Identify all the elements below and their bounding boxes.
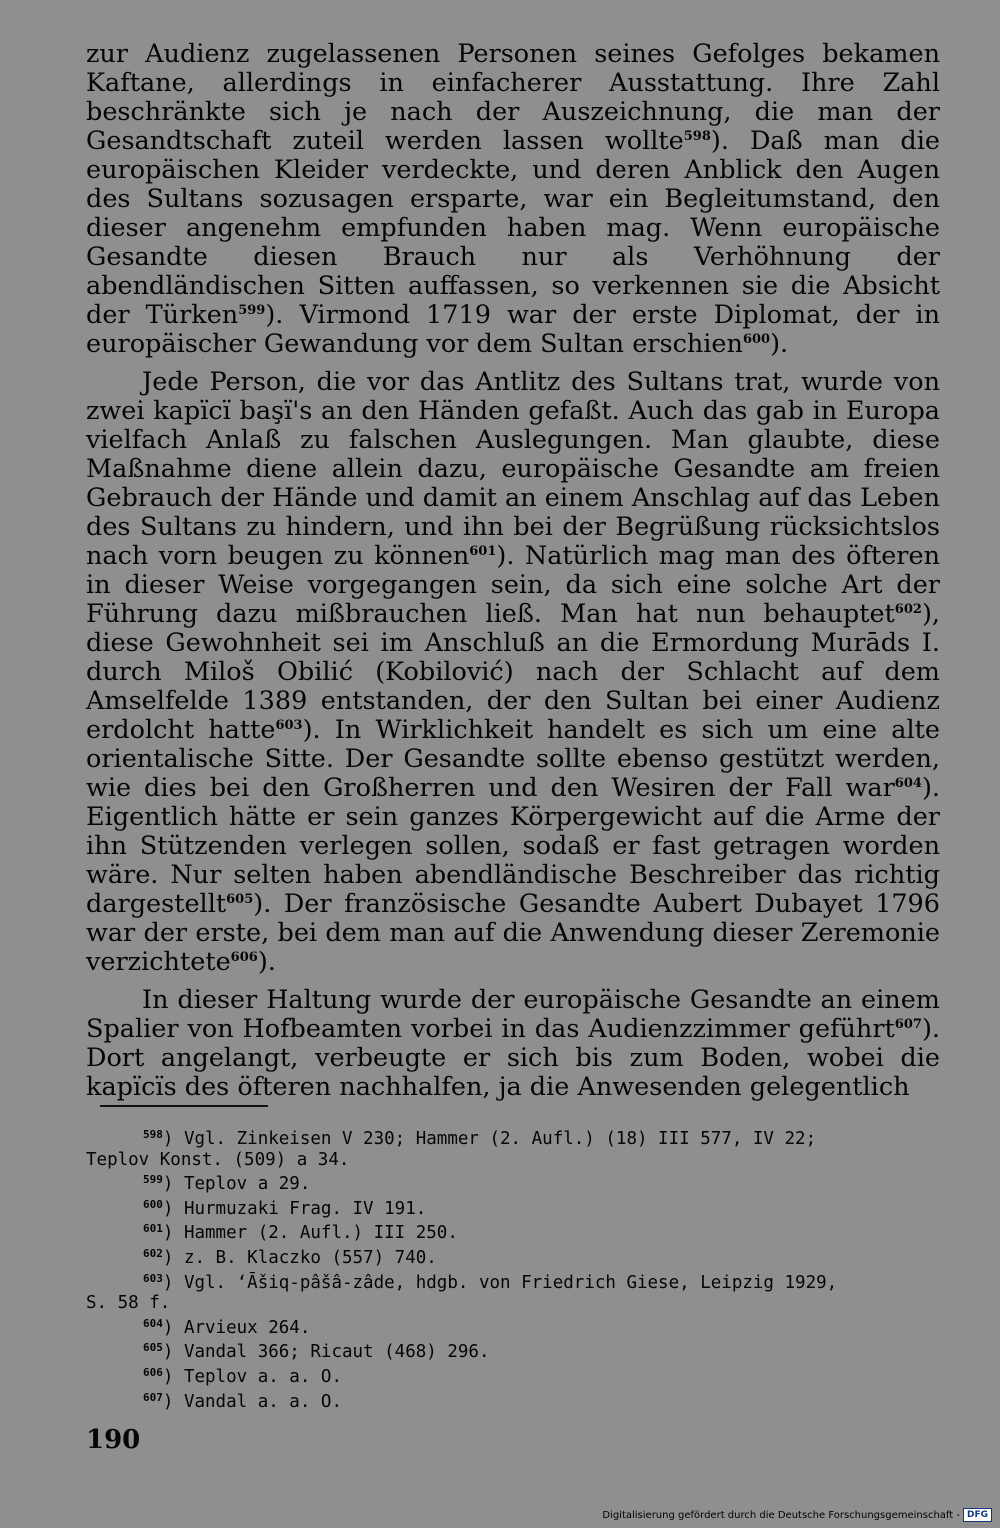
footnote-ref: 600 (742, 332, 771, 347)
page-number: 190 (86, 1425, 141, 1455)
footnote-text: ) Teplov a 29. (162, 1174, 311, 1195)
text-run: ). Daß man die europäischen Kleider verdeckte, und deren Anblick den Augen des Sultans sozusagen ersparte, war ein Begleitumstand, den dieser angenehm empfunden haben mag. Wenn europäische Gesandte diesen Brauch nur als Verhöhnung der abendländischen Sitten auffassen, so verkennen sie die Absicht der Türken (86, 126, 940, 330)
footnote-ref: 598 (683, 129, 711, 144)
footnote (86, 1269, 940, 1294)
footnotes (86, 1125, 940, 1412)
footnote-ref: 601 (469, 544, 497, 559)
footnote (86, 1219, 940, 1244)
paragraph (86, 368, 940, 977)
footnote-ref: 604 (894, 776, 922, 791)
footnote-ref: 607 (894, 1017, 922, 1032)
footnote-text: ) Vandal 366; Ricaut (468) 296. (162, 1342, 490, 1363)
footnote-text: ) Vandal a. a. O. (162, 1391, 342, 1412)
footnote-text: ) Teplov a. a. O. (162, 1366, 342, 1387)
footnote-text: ) Vgl. Zinkeisen V 230; Hammer (2. Aufl.) (18) III 577, IV 22; (162, 1129, 817, 1149)
text-run: ). Der französische Gesandte Aubert Dubayet 1796 war der erste, bei dem man auf die Anwendung dieser Zeremonie verzichtete (86, 889, 940, 977)
text-run: ). In Wirklichkeit handelt es sich um eine alte orientalische Sitte. Der Gesandte sollte ebenso gestützt werden, wie dies bei den Großherren und den Wesiren der Fall war (86, 715, 940, 803)
footnote-text: ) z. B. Klaczko (557) 740. (162, 1247, 437, 1268)
footnote (86, 1314, 940, 1339)
footnote-number: 605 (143, 1341, 163, 1355)
footnote-text: ) Hammer (2. Aufl.) III 250. (162, 1223, 458, 1244)
footnote (86, 1388, 940, 1413)
footnote-ref: 602 (894, 602, 922, 617)
footnote-divider (100, 1105, 268, 1107)
text-run: zur Audienz zugelassenen Personen seines Gefolges bekamen Kaftane, allerdings in einfacherer Ausstattung. Ihre Zahl beschränkte sich je nach der Auszeichnung, die man der Gesandtschaft zuteil werden lassen wollte (86, 39, 940, 156)
footnote-ref: 603 (275, 718, 303, 733)
text-run: Jede Person, die vor das Antlitz des Sultans trat, wurde von zwei kapïcï başï's an den Händen gefaßt. Auch das gab in Europa vielfach Anlaß zu falschen Auslegungen. Man glaubte, diese Maßnahme diene allein dazu, europäische Gesandte am freien Gebrauch der Hände und damit an einem Anschlag auf das Leben des Sultans zu hindern, und ihn bei der Begrüßung rücksichtslos nach vorn beugen zu können (86, 367, 940, 571)
page-content (86, 39, 940, 1455)
footnote (86, 1170, 940, 1195)
footnote-ref: 599 (238, 303, 266, 318)
paragraph (86, 40, 940, 359)
body-text (86, 40, 940, 1102)
footnote (86, 1195, 940, 1220)
footnote-number: 606 (143, 1365, 163, 1379)
text-run: In dieser Haltung wurde der europäische Gesandte an einem Spalier von Hofbeamten vorbei in das Audienzzimmer geführt (86, 985, 940, 1044)
credit-text: Digitalisierung gefördert durch die Deutsche Forschungsgemeinschaft - (602, 1509, 960, 1521)
footnote-text: ) Vgl. ‘Āšiq-pâšâ-zâde, hdgb. von Friedrich Giese, Leipzig 1929, (162, 1272, 838, 1293)
footnote (86, 1244, 940, 1269)
footnote-number: 607 (143, 1390, 163, 1404)
footnote-number: 603 (143, 1271, 163, 1285)
footnote-continuation: S. 58 f. (86, 1293, 171, 1314)
footnote-text: ) Hurmuzaki Frag. IV 191. (162, 1198, 427, 1219)
text-run: ). Natürlich mag man des öfteren in dieser Weise vorgegangen sein, da sich eine solche Art der Führung dazu mißbrauchen ließ. Man hat nun behauptet (86, 541, 940, 629)
footnote-number: 598 (143, 1128, 163, 1141)
paragraph (86, 986, 940, 1102)
footnote-number: 599 (143, 1173, 163, 1187)
text-run: ). (257, 947, 276, 977)
footnote-number: 604 (143, 1316, 163, 1330)
footnote (86, 1363, 940, 1388)
footnote (86, 1125, 940, 1150)
text-run: ). Dort angelangt, verbeugte er sich bis zum Boden, wobei die kapïcïs des öfteren nachhalfen, ja die Anwesenden gelegentlich (86, 1014, 940, 1102)
footnote-ref: 605 (226, 892, 254, 907)
footnote-number: 602 (143, 1246, 163, 1260)
text-run: ). Virmond 1719 war der erste Diplomat, der in europäischer Gewandung vor dem Sultan erschien (86, 300, 940, 359)
footnote (86, 1338, 940, 1363)
footnote-number: 601 (143, 1222, 163, 1236)
footnote-text: ) Arvieux 264. (162, 1317, 311, 1338)
text-run: ). Eigentlich hätte er sein ganzes Körpergewicht auf die Arme der ihn Stützenden verlegen sollen, sodaß er fast getragen worden wäre. Nur selten haben abendländische Beschreiber das richtig dargestellt (86, 773, 940, 919)
footnote-number: 600 (143, 1197, 163, 1211)
footnote-continuation: Teplov Konst. (509) a 34. (86, 1149, 350, 1170)
digitization-credit (602, 1508, 992, 1522)
footnote-ref: 606 (230, 950, 258, 965)
text-run: ), diese Gewohnheit sei im Anschluß an die Ermordung Murāds I. durch Miloš Obilić (Kobilović) nach der Schlacht auf dem Amselfelde 1389 entstanden, der den Sultan bei einer Audienz erdolcht hatte (86, 599, 940, 745)
dfg-logo: DFG (963, 1508, 992, 1522)
text-run: ). (770, 329, 789, 359)
